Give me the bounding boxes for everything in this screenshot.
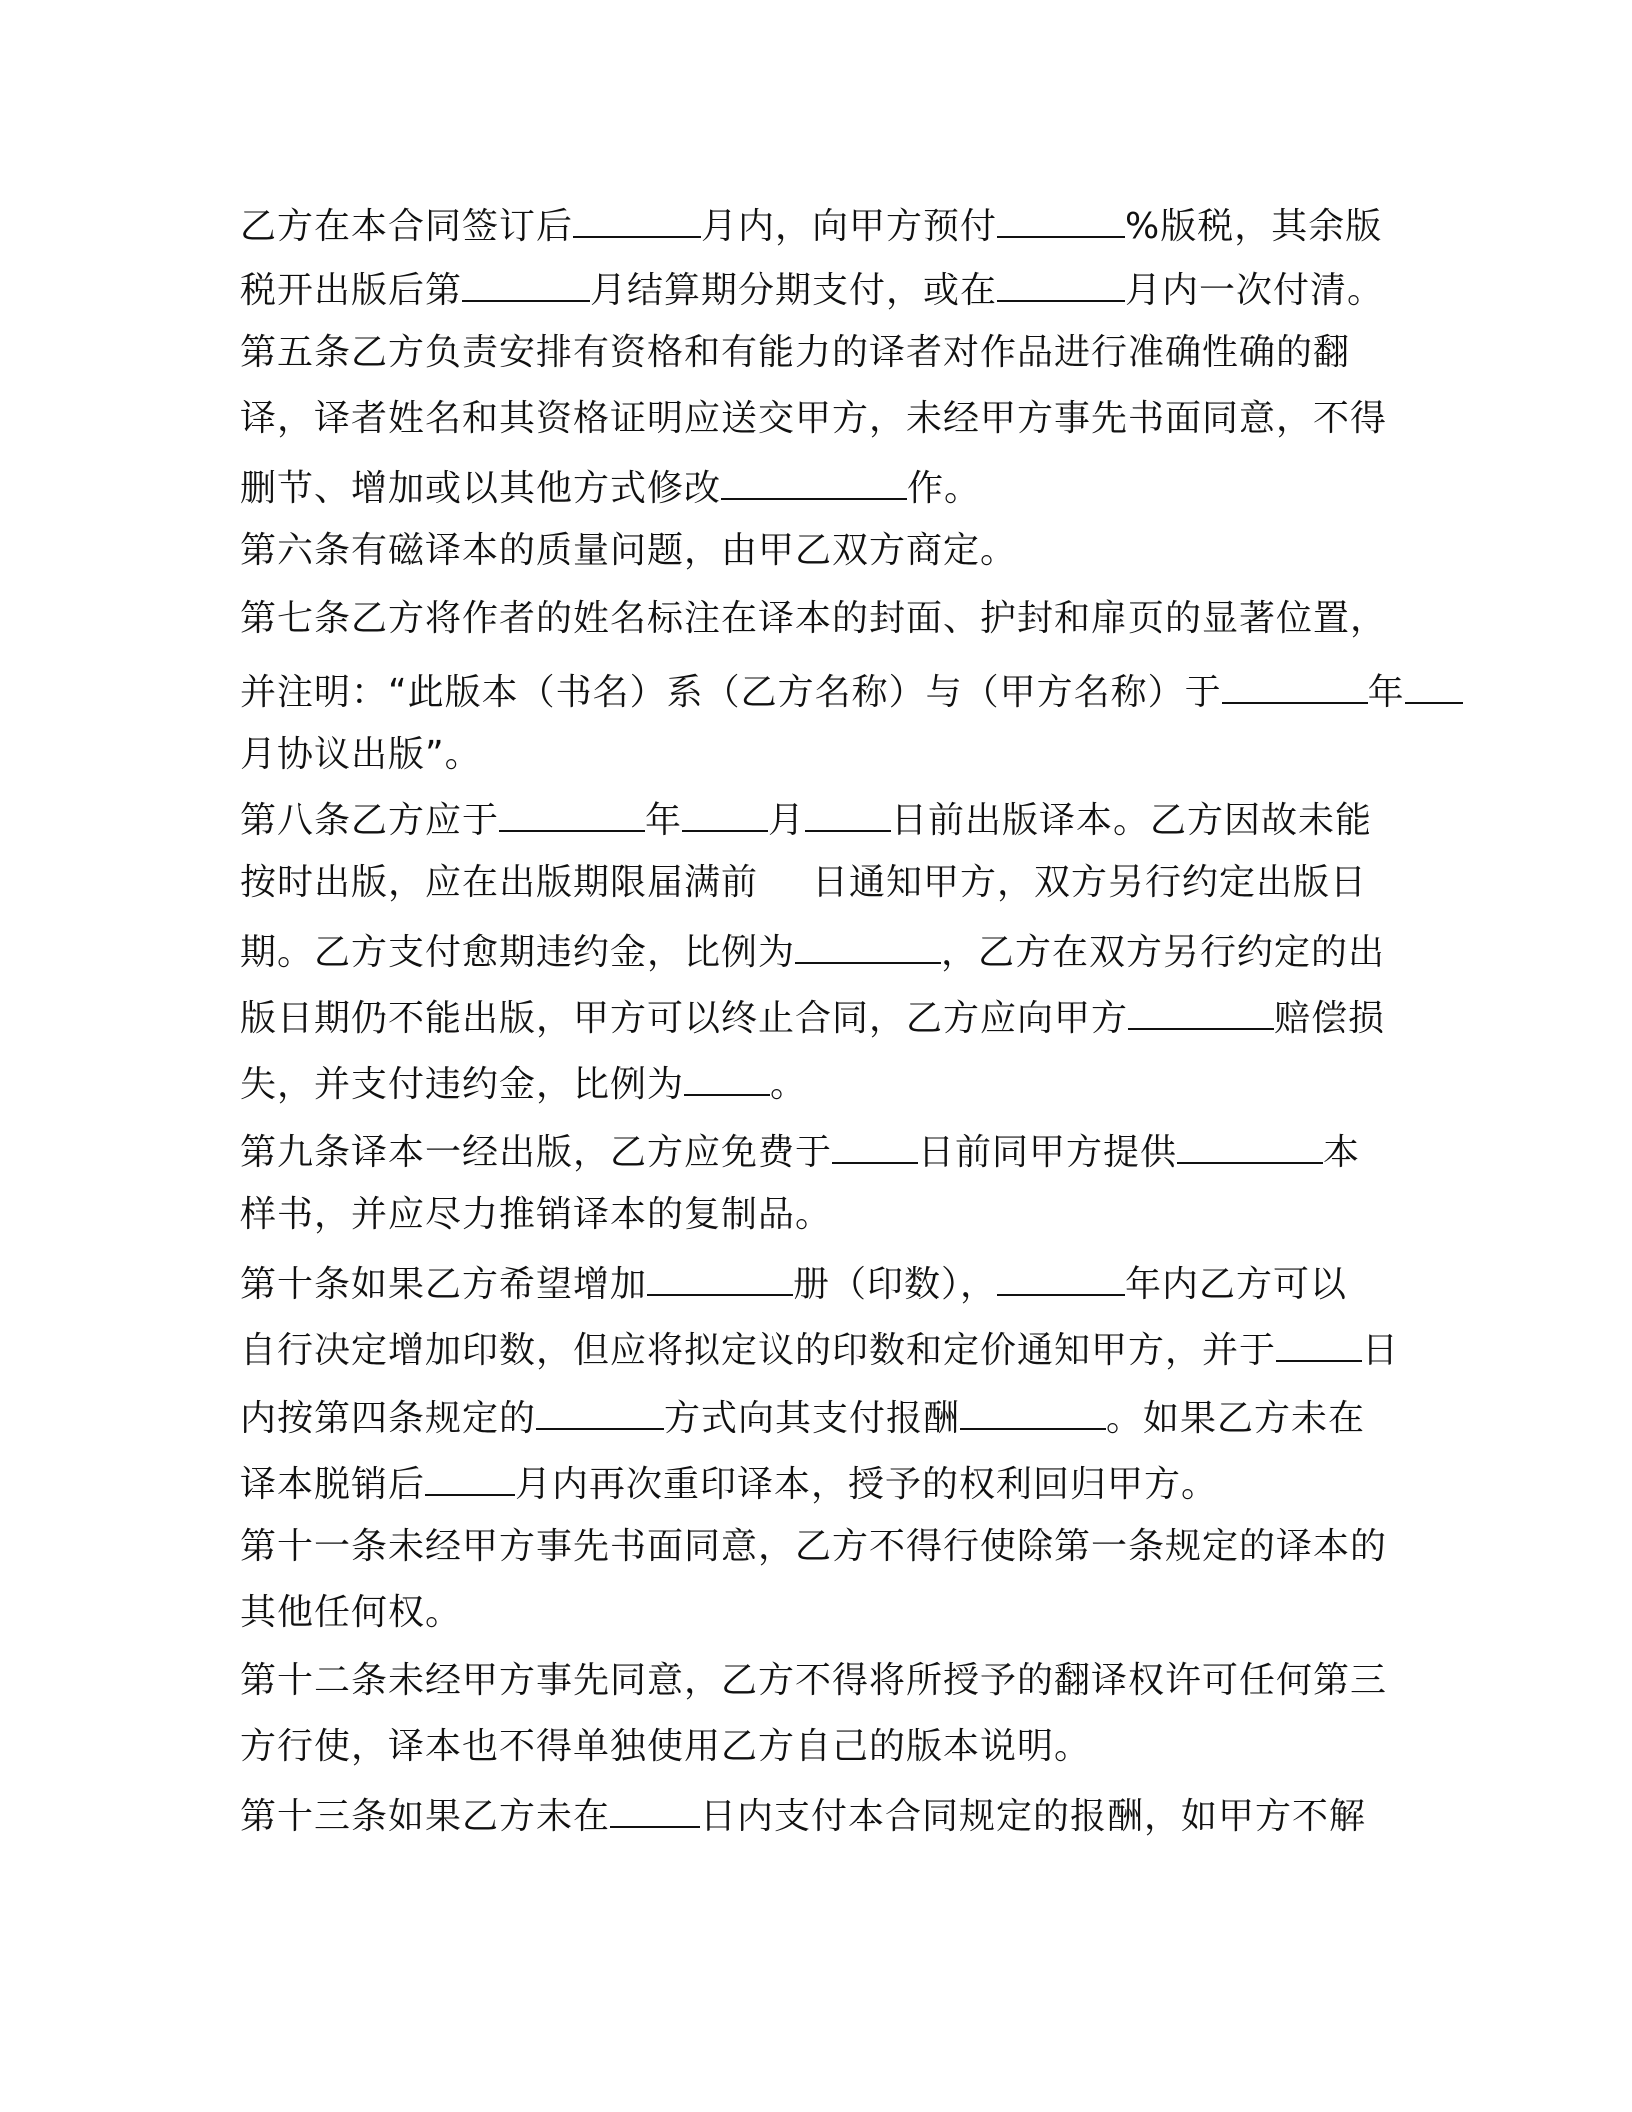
fill-blank[interactable] — [997, 262, 1125, 302]
text-segment: 月内一次付清。 — [1125, 270, 1385, 311]
fill-blank[interactable] — [997, 1256, 1125, 1296]
text-segment: 月内，向甲方预付 — [701, 206, 998, 247]
text-line — [240, 1588, 1390, 1638]
text-segment: 内按第四条规定的 — [240, 1398, 537, 1439]
fill-blank[interactable] — [997, 198, 1125, 238]
text-segment: 册（印数）， — [793, 1264, 998, 1305]
text-segment: 年内乙方可以 — [1125, 1264, 1348, 1305]
text-line — [240, 328, 1390, 378]
fill-blank[interactable] — [573, 198, 701, 238]
fill-blank[interactable] — [610, 1788, 700, 1828]
text-segment: 第七条乙方将作者的姓名标注在译本的封面、护封和扉页的显著位置， — [240, 598, 1388, 639]
text-segment: 作。 — [907, 468, 982, 509]
text-line — [240, 924, 1390, 974]
text-segment: 年 — [645, 800, 683, 841]
text-segment: 税开出版后第 — [240, 270, 463, 311]
text-line — [240, 730, 1390, 780]
text-line — [240, 990, 1390, 1040]
text-line — [240, 526, 1390, 576]
text-segment: 第五条乙方负责安排有资格和有能力的译者对作品进行准确性确的翻 — [240, 332, 1351, 373]
text-segment: 日通知甲方，双方另行约定出版日 — [812, 862, 1368, 903]
fill-blank[interactable] — [795, 924, 941, 964]
text-line — [240, 1124, 1390, 1174]
fill-blank[interactable] — [684, 1056, 770, 1096]
text-segment: 第十条如果乙方希望增加 — [240, 1264, 648, 1305]
fill-blank[interactable] — [832, 1124, 918, 1164]
text-line — [240, 1656, 1390, 1706]
fill-blank[interactable] — [499, 792, 645, 832]
text-segment: ，乙方在双方另行约定的出 — [941, 932, 1386, 973]
text-segment: 按时出版，应在出版期限届满前 — [240, 862, 759, 903]
text-segment: 。 — [770, 1064, 808, 1105]
text-line — [240, 594, 1390, 644]
text-segment: 年 — [1367, 672, 1405, 713]
text-line — [240, 664, 1405, 714]
text-line — [240, 1788, 1390, 1838]
fill-blank[interactable] — [425, 1456, 515, 1496]
text-segment: 样书，并应尽力推销译本的复制品。 — [240, 1194, 833, 1235]
fill-blank[interactable] — [1405, 664, 1463, 704]
text-segment: 本 — [1323, 1132, 1361, 1173]
text-segment: 日 — [1362, 1330, 1400, 1371]
text-segment: 译本脱销后 — [240, 1464, 426, 1505]
text-segment: 自行决定增加印数，但应将拟定议的印数和定价通知甲方，并于 — [240, 1330, 1277, 1371]
text-segment: 。如果乙方未在 — [1106, 1398, 1366, 1439]
text-line — [240, 1190, 1390, 1240]
text-line — [240, 1256, 1390, 1306]
fill-blank[interactable] — [1276, 1322, 1362, 1362]
text-segment: 失，并支付违约金，比例为 — [240, 1064, 685, 1105]
text-line — [240, 858, 1390, 908]
text-line — [240, 460, 1390, 510]
text-segment: 删节、增加或以其他方式修改 — [240, 468, 722, 509]
text-segment: 方式向其支付报酬 — [664, 1398, 961, 1439]
text-segment: 日内支付本合同规定的报酬，如甲方不解 — [700, 1796, 1367, 1837]
text-line — [240, 1322, 1400, 1372]
text-segment: 第八条乙方应于 — [240, 800, 500, 841]
text-segment: 期。乙方支付愈期违约金，比例为 — [240, 932, 796, 973]
text-segment: 第十一条未经甲方事先书面同意，乙方不得行使除第一条规定的译本的 — [240, 1526, 1388, 1567]
text-segment: 月结算期分期支付，或在 — [590, 270, 998, 311]
text-segment: %版税，其余版 — [1125, 206, 1383, 247]
text-segment: 月协议出版”。 — [240, 734, 482, 775]
text-line — [240, 1390, 1390, 1440]
fill-blank[interactable] — [682, 792, 768, 832]
fill-blank[interactable] — [462, 262, 590, 302]
fill-blank[interactable] — [1128, 990, 1274, 1030]
text-segment: 其他任何权。 — [240, 1592, 463, 1633]
text-segment: 译，译者姓名和其资格证明应送交甲方，未经甲方事先书面同意，不得 — [240, 398, 1388, 439]
text-line — [240, 1722, 1390, 1772]
text-segment: 版日期仍不能出版，甲方可以终止合同，乙方应向甲方 — [240, 998, 1129, 1039]
text-segment: 月内再次重印译本，授予的权利回归甲方。 — [515, 1464, 1219, 1505]
text-segment: 月 — [768, 800, 806, 841]
fill-blank[interactable] — [960, 1390, 1106, 1430]
text-segment: 赔偿损 — [1274, 998, 1386, 1039]
fill-blank[interactable] — [805, 792, 891, 832]
fill-blank[interactable] — [647, 1256, 793, 1296]
text-segment: 日前同甲方提供 — [918, 1132, 1178, 1173]
text-segment: 并注明：“此版本（书名）系（乙方名称）与（甲方名称）于 — [240, 672, 1222, 713]
text-segment: 第十二条未经甲方事先同意，乙方不得将所授予的翻译权许可任何第三 — [240, 1660, 1388, 1701]
text-segment: 方行使，译本也不得单独使用乙方自己的版本说明。 — [240, 1726, 1092, 1767]
text-segment: 第九条译本一经出版，乙方应免费于 — [240, 1132, 833, 1173]
fill-blank[interactable] — [536, 1390, 664, 1430]
text-segment: 第六条有磁译本的质量问题，由甲乙双方商定。 — [240, 530, 1018, 571]
text-line — [240, 394, 1390, 444]
text-line — [240, 262, 1390, 312]
text-line — [240, 1056, 1390, 1106]
text-segment: 第十三条如果乙方未在 — [240, 1796, 611, 1837]
text-line — [240, 198, 1390, 248]
text-segment: 乙方在本合同签订后 — [240, 206, 574, 247]
fill-blank[interactable] — [1177, 1124, 1323, 1164]
text-segment: 日前出版译本。乙方因故未能 — [891, 800, 1373, 841]
fill-blank[interactable] — [1222, 664, 1368, 704]
text-line — [240, 1456, 1390, 1506]
text-line — [240, 792, 1390, 842]
fill-blank[interactable] — [721, 460, 907, 500]
text-line — [240, 1522, 1390, 1572]
